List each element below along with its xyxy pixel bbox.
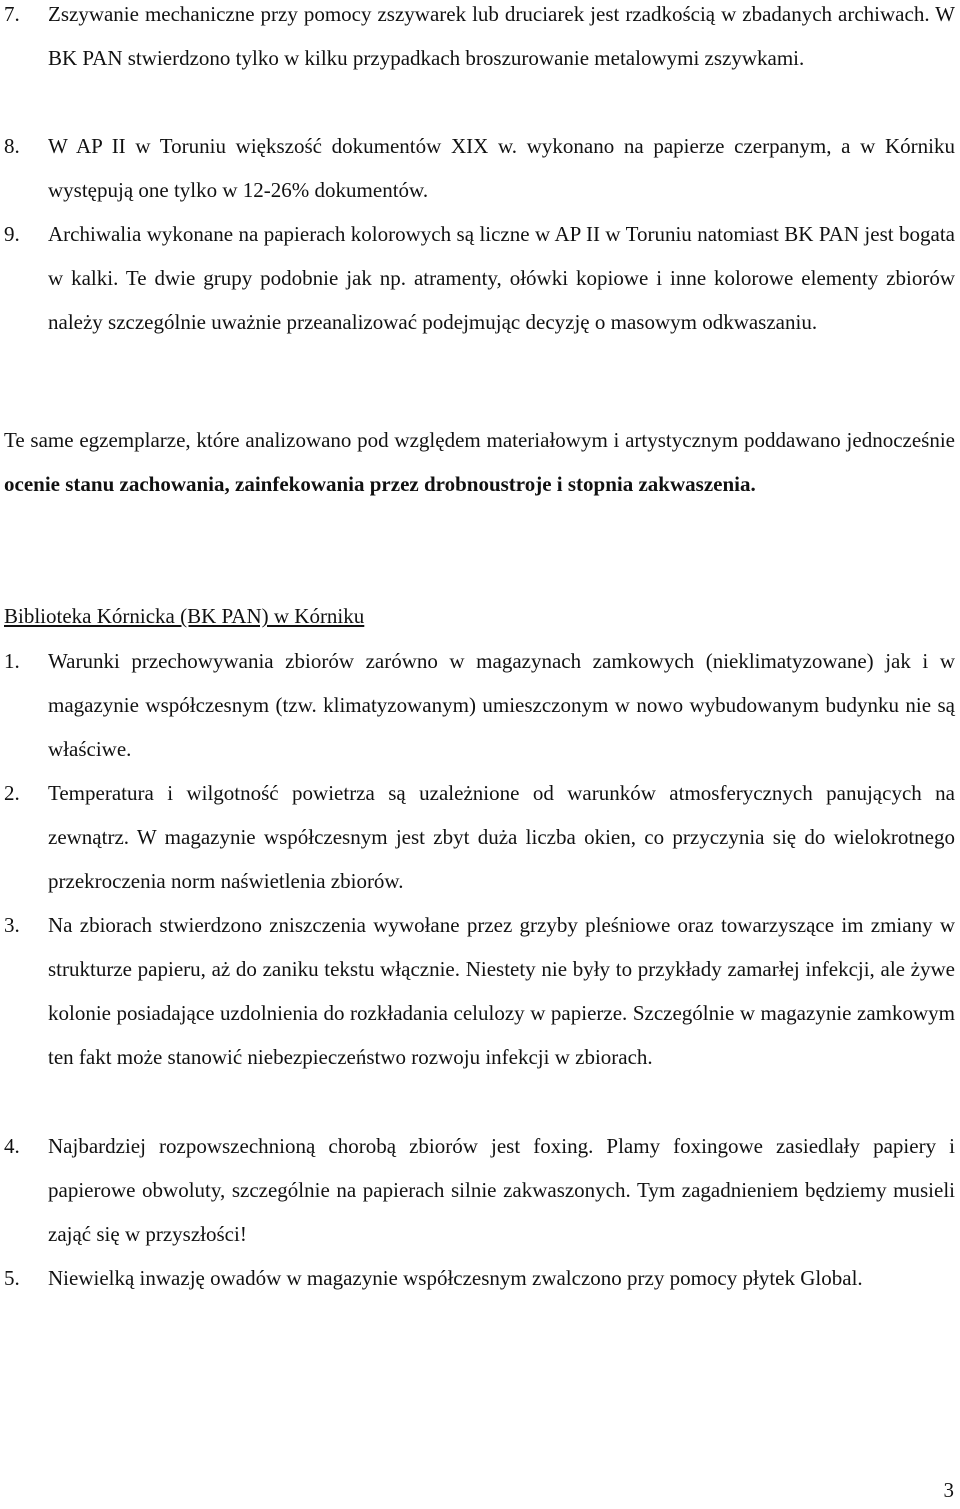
list-item bbox=[4, 0, 955, 80]
item-text: Archiwalia wykonane na papierach kolorowych są liczne w AP II w Toruniu natomiast BK PAN jest bogata w kalki. Te dwie grupy podobnie jak np. atramenty, ołówki kopiowe i inne kolorowe elementy zbiorów należy szczególnie uważnie przeanalizować podejmując decyzję o masowym odkwaszaniu. bbox=[48, 222, 955, 334]
list-item bbox=[4, 639, 955, 771]
item-text: Niewielką inwazję owadów w magazynie współczesnym zwalczono przy pomocy płytek Global. bbox=[48, 1266, 863, 1290]
list-item bbox=[4, 1124, 955, 1256]
item-number: 4. bbox=[4, 1134, 20, 1158]
item-text: Temperatura i wilgotność powietrza są uzależnione od warunków atmosferycznych panujących na zewnątrz. W magazynie współczesnym jest zbyt duża liczba okien, co przyczynia się do wielokrotnego przekroczenia norm naświetlenia zbiorów. bbox=[48, 781, 955, 893]
page-number: 3 bbox=[943, 1478, 954, 1502]
list-item bbox=[4, 903, 955, 1079]
item-number: 2. bbox=[4, 781, 20, 805]
item-number: 3. bbox=[4, 913, 20, 937]
item-number: 9. bbox=[4, 222, 20, 246]
item-text: Na zbiorach stwierdzono zniszczenia wywołane przez grzyby pleśniowe oraz towarzyszące im zmiany w strukturze papieru, aż do zaniku tekstu włącznie. Niestety nie były to przykłady zamarłej infekcji, ale żywe kolonie posiadające uzdolnienia do rozkładania celulozy w papierze. Szczególnie w magazynie zamkowym ten fakt może stanowić niebezpieczeństwo rozwoju infekcji w zbiorach. bbox=[48, 913, 955, 1069]
summary-paragraph bbox=[4, 418, 955, 506]
list-item bbox=[4, 212, 955, 344]
list-item bbox=[4, 771, 955, 903]
item-text: Warunki przechowywania zbiorów zarówno w magazynach zamkowych (nieklimatyzowane) jak i w magazynie współczesnym (tzw. klimatyzowanym) umieszczonym w nowo wybudowanym budynku nie są właściwe. bbox=[48, 649, 955, 761]
item-text: Najbardziej rozpowszechnioną chorobą zbiorów jest foxing. Plamy foxingowe zasiedlały papiery i papierowe obwoluty, szczególnie na papierach silnie zakwaszonych. Tym zagadnieniem będziemy musieli zająć się w przyszłości! bbox=[48, 1134, 955, 1246]
item-number: 7. bbox=[4, 2, 20, 26]
item-number: 1. bbox=[4, 649, 20, 673]
list-item bbox=[4, 1256, 955, 1300]
item-number: 5. bbox=[4, 1266, 20, 1290]
item-text: W AP II w Toruniu większość dokumentów XIX w. wykonano na papierze czerpanym, a w Kórniku występują one tylko w 12-26% dokumentów. bbox=[48, 134, 955, 202]
list-item bbox=[4, 124, 955, 212]
paragraph-lead: Te same egzemplarze, które analizowano pod względem materiałowym i artystycznym poddawano jednocześnie bbox=[4, 428, 955, 452]
section-heading: Biblioteka Kórnicka (BK PAN) w Kórniku bbox=[4, 604, 365, 628]
paragraph-bold: ocenie stanu zachowania, zainfekowania przez drobnoustroje i stopnia zakwaszenia. bbox=[4, 472, 756, 496]
item-number: 8. bbox=[4, 134, 20, 158]
item-text: Zszywanie mechaniczne przy pomocy zszywarek lub druciarek jest rzadkością w zbadanych archiwach. W BK PAN stwierdzono tylko w kilku przypadkach broszurowanie metalowymi zszywkami. bbox=[48, 2, 955, 70]
